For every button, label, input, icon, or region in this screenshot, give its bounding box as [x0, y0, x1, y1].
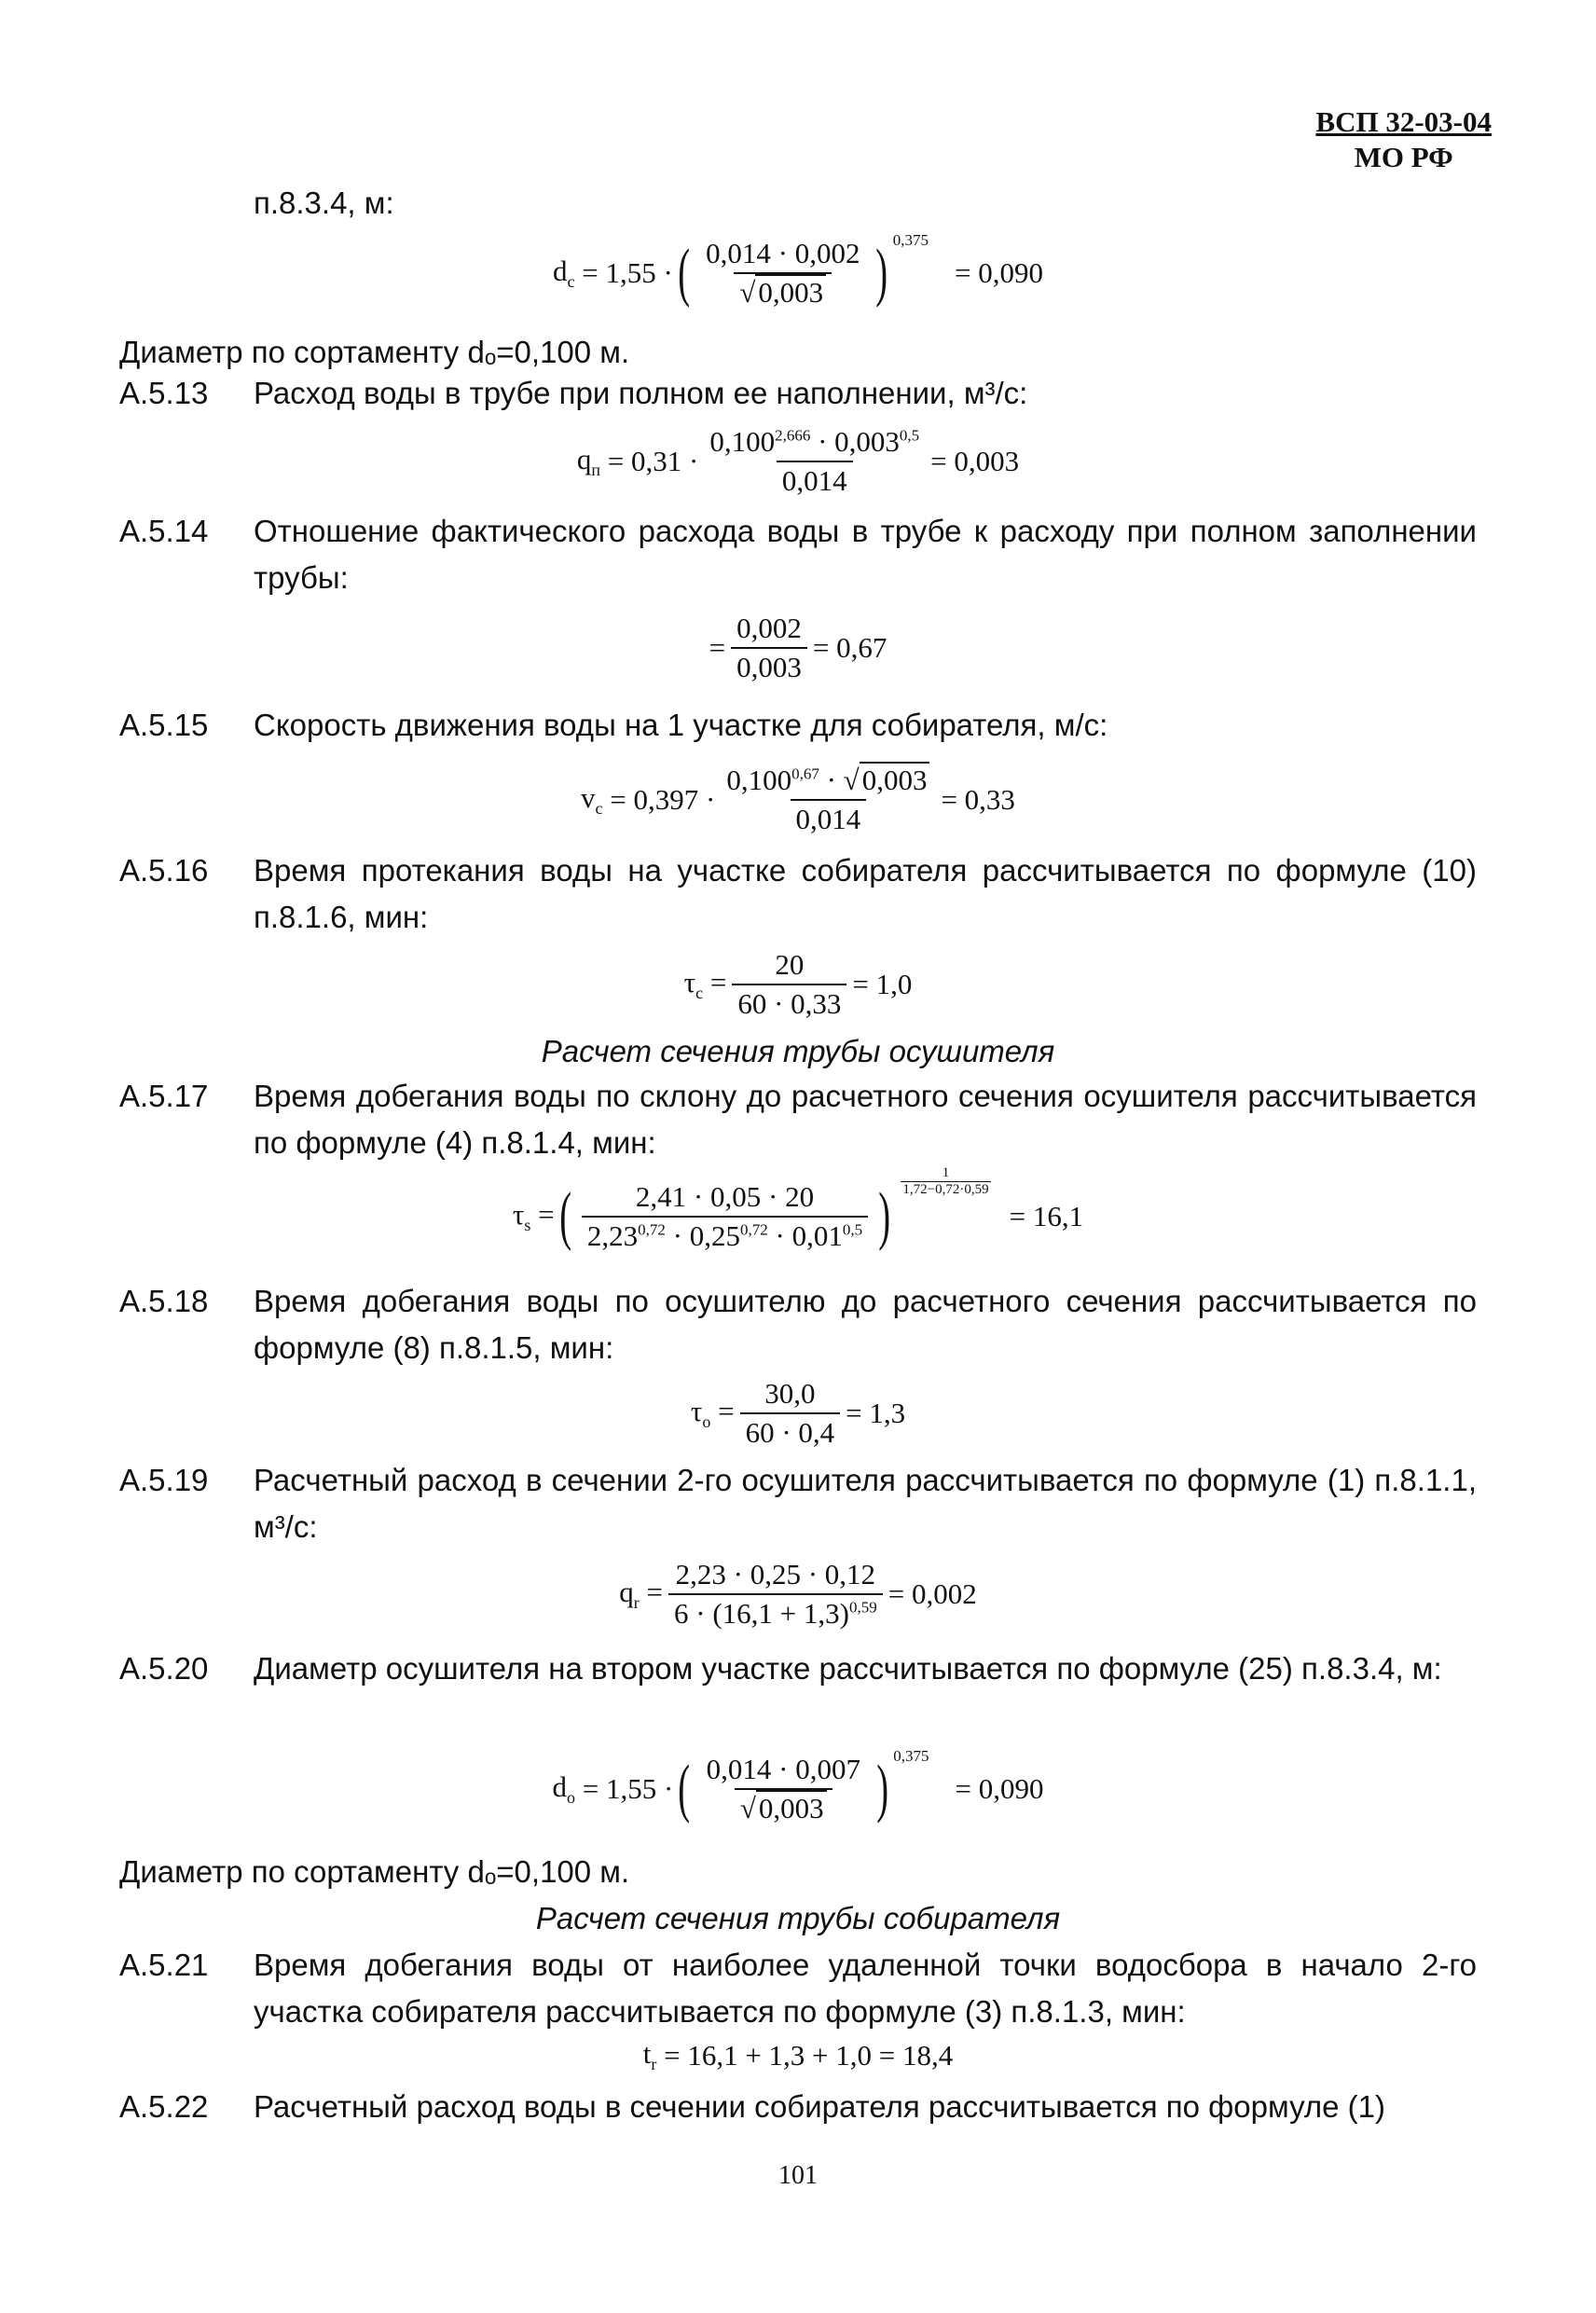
- page-number: 101: [778, 2161, 818, 2190]
- item-number: А.5.16: [119, 853, 209, 888]
- document-header: [1315, 104, 1492, 175]
- item-number: А.5.18: [119, 1284, 209, 1318]
- item-number: А.5.13: [119, 376, 209, 410]
- formula-slope-time: $\tau_s$ = ( 2,41 · 0,05 · 20 $2,23^{0,72} \cdot 0,25^{0,72} \cdot 0,01^{0,5}$ ) $\frac{1}{1,72-0,72\cdot 0,59}$ = 16,1: [512, 1165, 1084, 1252]
- item-text: Время протекания воды на участке собирателя рассчитывается по формуле (10) п.8.1.6, мин:: [254, 853, 1477, 934]
- formula-lhs: $d_c$: [553, 254, 575, 292]
- item-number: А.5.20: [119, 1651, 209, 1686]
- item-text: Время добегания воды по склону до расчетного сечения осушителя рассчитывается по формуле (4) п.8.1.4, мин:: [254, 1079, 1477, 1160]
- formula-velocity: $v_c$ = 0,397 · $\frac{0,100^{0,67} \cdot √0,003}{0,014}$ = 0,33: [581, 764, 1015, 835]
- item-number: А.5.19: [119, 1463, 209, 1497]
- item-number: А.5.15: [119, 708, 209, 742]
- formula-result: = 0,090: [955, 256, 1043, 289]
- formula-diameter-2: $d_o$ = 1,55 · ( 0,014 · 0,007 √0,003 ) $^{0,375}$ = 0,090: [552, 1747, 1044, 1824]
- formula-dryer-time: $\tau_o$ = $\frac{30,0}{60 \cdot 0,4}$ = 1,3: [690, 1377, 906, 1449]
- standard-code: ВСП 32-03-04: [1315, 105, 1492, 138]
- section-subtitle: Расчет сечения трубы собирателя: [535, 1901, 1061, 1935]
- exponent: 0,375: [892, 231, 929, 249]
- numerator: 0,014 · 0,002: [706, 237, 860, 269]
- item-number: А.5.14: [119, 514, 209, 548]
- diameter-assortment-text: Диаметр по сортаменту dₒ=0,100 м.: [119, 1854, 630, 1889]
- formula-full-flow: $q_п$ = 0,31 · $\frac{0,100^{2,666} \cdot 0,003^{0,5}}{0,014}$ = 0,003: [576, 425, 1020, 497]
- item-text: Время добегания воды от наиболее удаленной точки водосбора в начало 2-го участка собирателя рассчитывается по формуле (3) п.8.1.3, мин:: [254, 1948, 1477, 2029]
- organization: МО РФ: [1354, 141, 1453, 173]
- item-text: Время добегания воды по осушителю до расчетного сечения рассчитывается по формуле (8) п.8.1.5, мин:: [254, 1284, 1477, 1365]
- formula-diameter-1: $d_c$ = 1,55 · ( $\frac{0,014 \cdot 0,002}{√0,003}$ ) $^{0,375}$ = 0,090: [553, 231, 1043, 309]
- item-text: Расчетный расход в сечении 2-го осушителя рассчитывается по формуле (1) п.8.1.1, м³/с:: [254, 1463, 1477, 1544]
- item-text: Диаметр осушителя на втором участке рассчитывается по формуле (25) п.8.3.4, м:: [254, 1651, 1442, 1686]
- item-number: А.5.22: [119, 2089, 209, 2124]
- formula-flow-ratio: = $\frac{0,002}{0,003}$ = 0,67: [709, 612, 887, 683]
- formula-coef: = 1,55 ·: [582, 256, 673, 289]
- formula-flow-time: $\tau_c$ = $\frac{20}{60 \cdot 0,33}$ = 1,0: [683, 948, 913, 1020]
- diameter-assortment-text: Диаметр по сортаменту dₒ=0,100 м.: [119, 335, 630, 369]
- item-number: А.5.21: [119, 1948, 209, 1982]
- item-text: Скорость движения воды на 1 участке для собирателя, м/с:: [254, 708, 1108, 742]
- formula-time-sum: $t_r$ = 16,1 + 1,3 + 1,0 = 18,4: [642, 2036, 954, 2074]
- formula-fraction: [700, 237, 865, 310]
- section-subtitle: Расчет сечения трубы осушителя: [541, 1034, 1055, 1068]
- formula-design-flow-2: $q_r$ = $\frac{2,23 \cdot 0,25 \cdot 0,12}{6 \cdot (16,1 + 1,3)^{0,59}}$ = 0,002: [619, 1558, 977, 1630]
- item-text: Отношение фактического расхода воды в трубе к расходу при полном заполнении трубы:: [254, 514, 1477, 595]
- item-number: А.5.17: [119, 1079, 209, 1113]
- denominator: √0,003: [734, 272, 832, 310]
- item-text: Расчетный расход воды в сечении собирателя рассчитывается по формуле (1): [254, 2089, 1385, 2124]
- continued-text: п.8.3.4, м:: [254, 186, 394, 220]
- item-text: Расход воды в трубе при полном ее наполнении, м³/с:: [254, 376, 1028, 410]
